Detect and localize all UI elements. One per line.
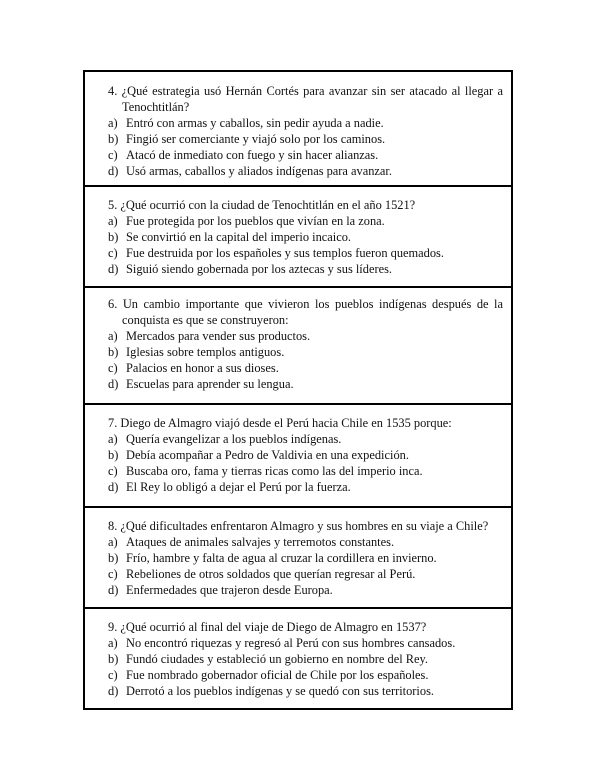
answer-option-b[interactable]: b) Frío, hambre y falta de agua al cruzar la cordillera en invierno. [108, 551, 437, 565]
answer-option-d[interactable]: d) Escuelas para aprender su lengua. [108, 377, 294, 391]
answer-option-c[interactable]: c) Fue destruida por los españoles y sus templos fueron quemados. [108, 246, 444, 260]
question-box-5 [83, 187, 513, 288]
answer-option-d[interactable]: d) Usó armas, caballos y aliados indígenas para avanzar. [108, 164, 392, 178]
answer-option-c[interactable]: c) Fue nombrado gobernador oficial de Chile por los españoles. [108, 668, 429, 682]
answer-option-d[interactable]: d) Derrotó a los pueblos indígenas y se quedó con sus territorios. [108, 684, 434, 698]
answer-option-d[interactable]: d) Enfermedades que trajeron desde Europa. [108, 583, 333, 597]
question-prompt: 9. ¿Qué ocurrió al final del viaje de Diego de Almagro en 1537? [108, 620, 427, 634]
answer-option-b[interactable]: b) Iglesias sobre templos antiguos. [108, 345, 285, 359]
answer-option-a[interactable]: a) No encontró riquezas y regresó al Perú con sus hombres cansados. [108, 636, 456, 650]
answer-option-a[interactable]: a) Fue protegida por los pueblos que vivían en la zona. [108, 214, 385, 228]
question-box-7 [83, 405, 513, 508]
answer-option-c[interactable]: c) Rebeliones de otros soldados que querían regresar al Perú. [108, 567, 416, 581]
answer-option-b[interactable]: b) Fundó ciudades y estableció un gobierno en nombre del Rey. [108, 652, 429, 666]
question-box-9 [83, 609, 513, 710]
question-prompt: 4. ¿Qué estrategia usó Hernán Cortés para avanzar sin ser atacado al llegar a Tenochtitlán? [108, 84, 503, 114]
answer-option-b[interactable]: b) Se convirtió en la capital del imperio incaico. [108, 230, 352, 244]
answer-option-a[interactable]: a) Quería evangelizar a los pueblos indígenas. [108, 432, 342, 446]
question-box-4 [83, 70, 513, 187]
question-prompt: 5. ¿Qué ocurrió con la ciudad de Tenochtitlán en el año 1521? [108, 198, 416, 212]
question-prompt: 7. Diego de Almagro viajó desde el Perú hacia Chile en 1535 porque: [108, 416, 452, 430]
answer-option-c[interactable]: c) Atacó de inmediato con fuego y sin hacer alianzas. [108, 148, 379, 162]
question-prompt: 6. Un cambio importante que vivieron los pueblos indígenas después de la conquista es que se construyeron: [108, 297, 503, 327]
answer-option-b[interactable]: b) Fingió ser comerciante y viajó solo por los caminos. [108, 132, 386, 146]
answer-option-a[interactable]: a) Ataques de animales salvajes y terremotos constantes. [108, 535, 395, 549]
answer-option-b[interactable]: b) Debía acompañar a Pedro de Valdivia en una expedición. [108, 448, 409, 462]
answer-option-c[interactable]: c) Palacios en honor a sus dioses. [108, 361, 279, 375]
answer-option-a[interactable]: a) Mercados para vender sus productos. [108, 329, 311, 343]
answer-option-d[interactable]: d) Siguió siendo gobernada por los aztecas y sus líderes. [108, 262, 392, 276]
answer-option-d[interactable]: d) El Rey lo obligó a dejar el Perú por la fuerza. [108, 480, 351, 494]
question-sheet [83, 70, 513, 710]
question-box-6 [83, 288, 513, 405]
answer-option-a[interactable]: a) Entró con armas y caballos, sin pedir ayuda a nadie. [108, 116, 384, 130]
answer-option-c[interactable]: c) Buscaba oro, fama y tierras ricas como las del imperio inca. [108, 464, 423, 478]
question-prompt: 8. ¿Qué dificultades enfrentaron Almagro y sus hombres en su viaje a Chile? [108, 519, 489, 533]
question-box-8 [83, 508, 513, 609]
